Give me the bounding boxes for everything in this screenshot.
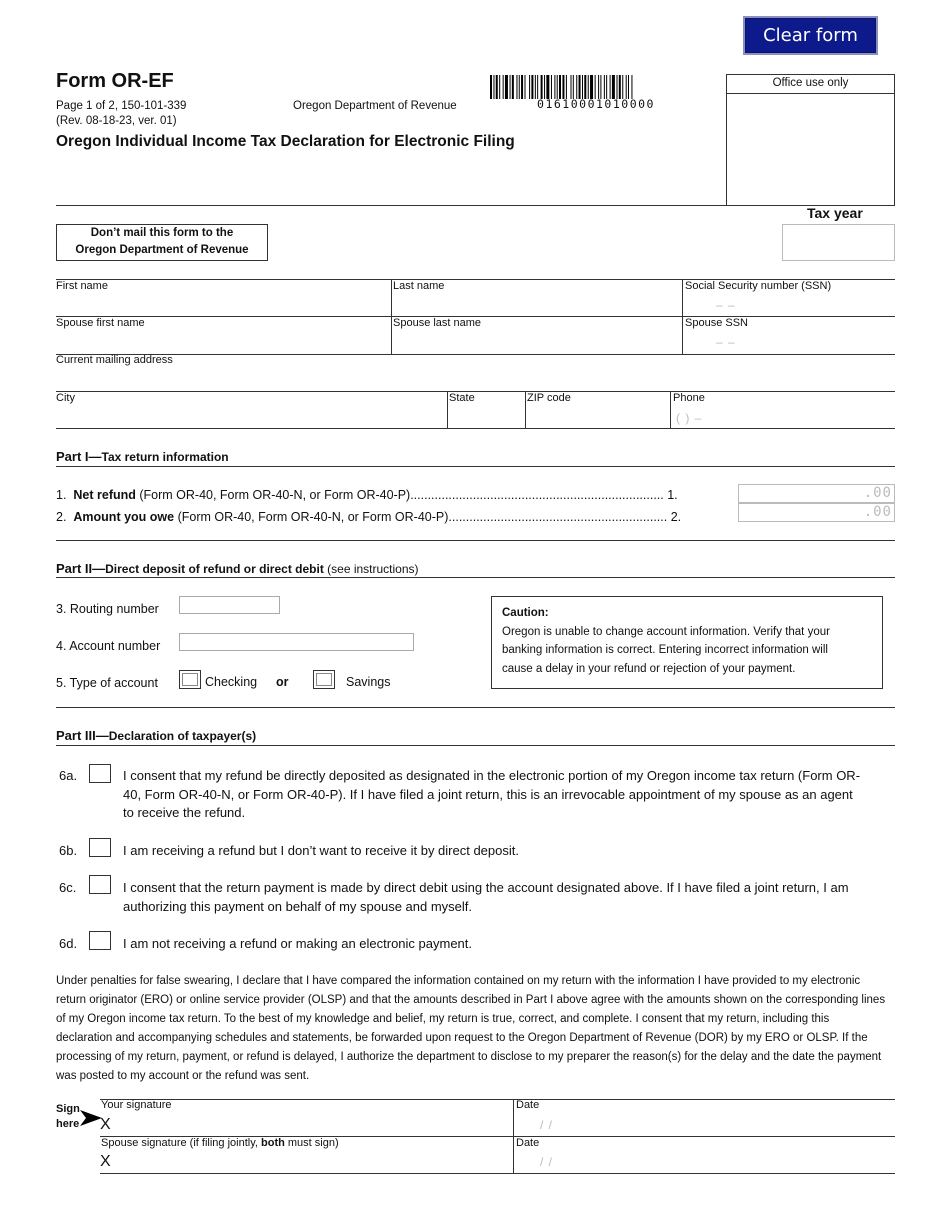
divider: [682, 279, 683, 354]
routing-number-input[interactable]: [179, 596, 280, 614]
item-6a-number: 6a.: [59, 768, 78, 783]
divider: [670, 391, 671, 428]
line-2-label: Amount you owe: [73, 510, 175, 524]
item-6c-text: I consent that the return payment is made by direct debit using the account designated above. If I have filed a joint return, I am authorizing this payment on behalf of my spouse and myself.: [123, 880, 849, 914]
line-2: [56, 510, 681, 524]
savings-checkbox[interactable]: [313, 670, 335, 689]
tax-year-label: Tax year: [807, 205, 863, 221]
sign-here-label: [56, 1102, 80, 1132]
checking-checkbox[interactable]: [179, 670, 201, 689]
address-field[interactable]: [56, 369, 895, 390]
item-6c-checkbox[interactable]: [89, 875, 111, 894]
line-1: [56, 488, 678, 502]
last-name-label: Last name: [393, 280, 445, 292]
checking-label: Checking: [205, 675, 258, 689]
spouse-date-field[interactable]: / /: [540, 1155, 554, 1169]
line-1-ref: 1.: [667, 488, 678, 502]
item-6b-checkbox[interactable]: [89, 838, 111, 857]
here-label: here: [56, 1118, 80, 1130]
spouse-sig-text-2: must sign): [284, 1137, 339, 1149]
department-name: Oregon Department of Revenue: [293, 100, 457, 112]
spouse-ssn-label: Spouse SSN: [685, 317, 748, 329]
ssn-label: Social Security number (SSN): [685, 280, 832, 292]
dont-mail-line-2: Oregon Department of Revenue: [75, 244, 249, 256]
form-title: Form OR-EF: [56, 70, 174, 92]
divider: [56, 707, 895, 708]
part-1-title: Part I—: [56, 449, 102, 464]
address-label: Current mailing address: [56, 354, 173, 366]
part-1-subtitle: Tax return information: [101, 450, 229, 464]
account-label: 4. Account number: [56, 639, 161, 653]
perjury-statement: Under penalties for false swearing, I declare that I have compared the information contained on my return with the information I have provided to my electronic return originator (ERO) or online service provider (OLSP) and that the amounts described in Part I above agree with the amounts shown on the corresponding lines of my Oregon income tax return. To the best of my knowledge and belief, my return is true, correct, and complete. I consent that my return, including this declaration and accompanying schedules and statements, be forwarded upon request to the Oregon Department of Revenue (DOR) by my ERO or OLSP. If the processing of my return, payment, or refund is delayed, I authorize the department to disclose to my preparer the reason(s) for the delay and the date the payment was posted to my account or the refund was sent.: [56, 975, 886, 1082]
divider: [56, 577, 895, 578]
part-2-heading: [56, 561, 419, 576]
barcode-icon: [490, 75, 702, 99]
divider: [447, 391, 448, 428]
city-label: City: [56, 392, 75, 404]
divider: [56, 540, 895, 541]
your-date-field[interactable]: / /: [540, 1118, 554, 1132]
part-3-subtitle: Declaration of taxpayer(s): [108, 729, 257, 743]
page-number: Page 1 of 2, 150-101-339: [56, 100, 187, 112]
caution-text-3: cause a delay in your refund or rejection of your payment.: [502, 662, 796, 675]
spouse-ssn-field[interactable]: – –: [716, 335, 736, 349]
page-title: Oregon Individual Income Tax Declaration for Electronic Filing: [56, 133, 515, 150]
spouse-last-name-label: Spouse last name: [393, 317, 482, 329]
item-6b-number: 6b.: [59, 843, 78, 858]
net-refund-input[interactable]: .00: [738, 484, 895, 503]
your-signature-label: Your signature: [101, 1099, 172, 1111]
part-2-note: (see instructions): [323, 562, 419, 576]
divider: [525, 391, 526, 428]
dont-mail-line-1: Don’t mail this form to the: [90, 227, 234, 239]
part-2-subtitle: Direct deposit of refund or direct debit: [105, 562, 324, 576]
routing-label: 3. Routing number: [56, 602, 159, 616]
divider: [513, 1099, 514, 1173]
part-3-heading: [56, 728, 256, 743]
clear-form-button[interactable]: Clear form: [743, 16, 878, 55]
tax-year-input[interactable]: [782, 224, 895, 261]
item-6d-number: 6d.: [59, 936, 78, 951]
city-field[interactable]: [56, 406, 446, 427]
divider: [100, 1099, 895, 1100]
spouse-sig-text-bold: both: [261, 1137, 285, 1149]
spouse-signature-field[interactable]: X: [100, 1153, 111, 1170]
your-signature-field[interactable]: X: [100, 1116, 111, 1133]
divider: [56, 466, 895, 467]
item-6b-text: I am receiving a refund but I don’t want to receive it by direct deposit.: [123, 843, 519, 858]
your-date-label: Date: [516, 1099, 540, 1111]
part-2-title: Part II—: [56, 561, 106, 576]
amount-owe-input[interactable]: .00: [738, 503, 895, 522]
part-1-heading: [56, 449, 229, 464]
spouse-first-name-field[interactable]: [56, 332, 390, 353]
spouse-first-name-label: Spouse first name: [56, 317, 145, 329]
spouse-date-label: Date: [516, 1137, 540, 1149]
account-number-input[interactable]: [179, 633, 414, 651]
phone-field[interactable]: ( ) –: [676, 411, 703, 425]
sign-label: Sign: [56, 1103, 80, 1115]
revision: (Rev. 08-18-23, ver. 01): [56, 115, 177, 127]
part-3-title: Part III—: [56, 728, 109, 743]
divider: [56, 205, 895, 206]
divider: [391, 279, 392, 354]
state-label: State: [449, 392, 475, 404]
divider: [56, 428, 895, 429]
item-6a-checkbox[interactable]: [89, 764, 111, 783]
line-2-description: (Form OR-40, Form OR-40-N, or Form OR-40-P)...............................................................: [174, 510, 668, 524]
zip-field[interactable]: [527, 406, 669, 427]
zip-label: ZIP code: [527, 392, 571, 404]
phone-label: Phone: [673, 392, 705, 404]
line-1-number: 1.: [56, 488, 67, 502]
line-2-ref: 2.: [670, 510, 682, 524]
divider: [56, 354, 895, 355]
line-1-description: (Form OR-40, Form OR-40-N, or Form OR-40-P).........................................................................: [135, 488, 664, 502]
page-info: [56, 99, 186, 129]
caution-title: Caution:: [502, 607, 549, 619]
savings-label: Savings: [346, 675, 391, 689]
line-1-label: Net refund: [73, 488, 136, 502]
first-name-label: First name: [56, 280, 108, 292]
divider: [56, 745, 895, 746]
item-6d-checkbox[interactable]: [89, 931, 111, 950]
barcode-number: 01610001010000: [537, 97, 655, 111]
dont-mail-notice: [56, 224, 268, 261]
last-name-field[interactable]: [393, 294, 681, 315]
spouse-sig-text-1: Spouse signature (if filing jointly,: [101, 1137, 261, 1149]
item-6c-number: 6c.: [59, 880, 77, 895]
state-field[interactable]: [449, 406, 524, 427]
account-type-label: 5. Type of account: [56, 676, 158, 690]
first-name-field[interactable]: [56, 294, 390, 315]
ssn-field[interactable]: – –: [716, 298, 736, 312]
caution-text-2: banking information is correct. Entering incorrect information will: [502, 644, 828, 656]
office-use-box: [726, 74, 895, 206]
or-label: or: [276, 675, 289, 689]
divider: [100, 1173, 895, 1174]
office-use-label: Office use only: [727, 75, 894, 94]
line-2-number: 2.: [56, 510, 67, 524]
arrow-right-icon: [80, 1110, 102, 1126]
item-6a-text: I consent that my refund be directly deposited as designated in the electronic portion of my Oregon income tax return (Form OR-40, Form OR-40-N, or Form OR-40-P). If I have filed a joint return, this is an irrevocable appointment of my spouse as an agent to receive the refund.: [123, 768, 861, 820]
spouse-last-name-field[interactable]: [393, 332, 681, 353]
divider: [56, 391, 895, 392]
item-6d-text: I am not receiving a refund or making an electronic payment.: [123, 936, 473, 951]
spouse-signature-label: [101, 1137, 339, 1149]
caution-box: [491, 596, 883, 689]
caution-text-1: Oregon is unable to change account information. Verify that your: [502, 625, 830, 638]
